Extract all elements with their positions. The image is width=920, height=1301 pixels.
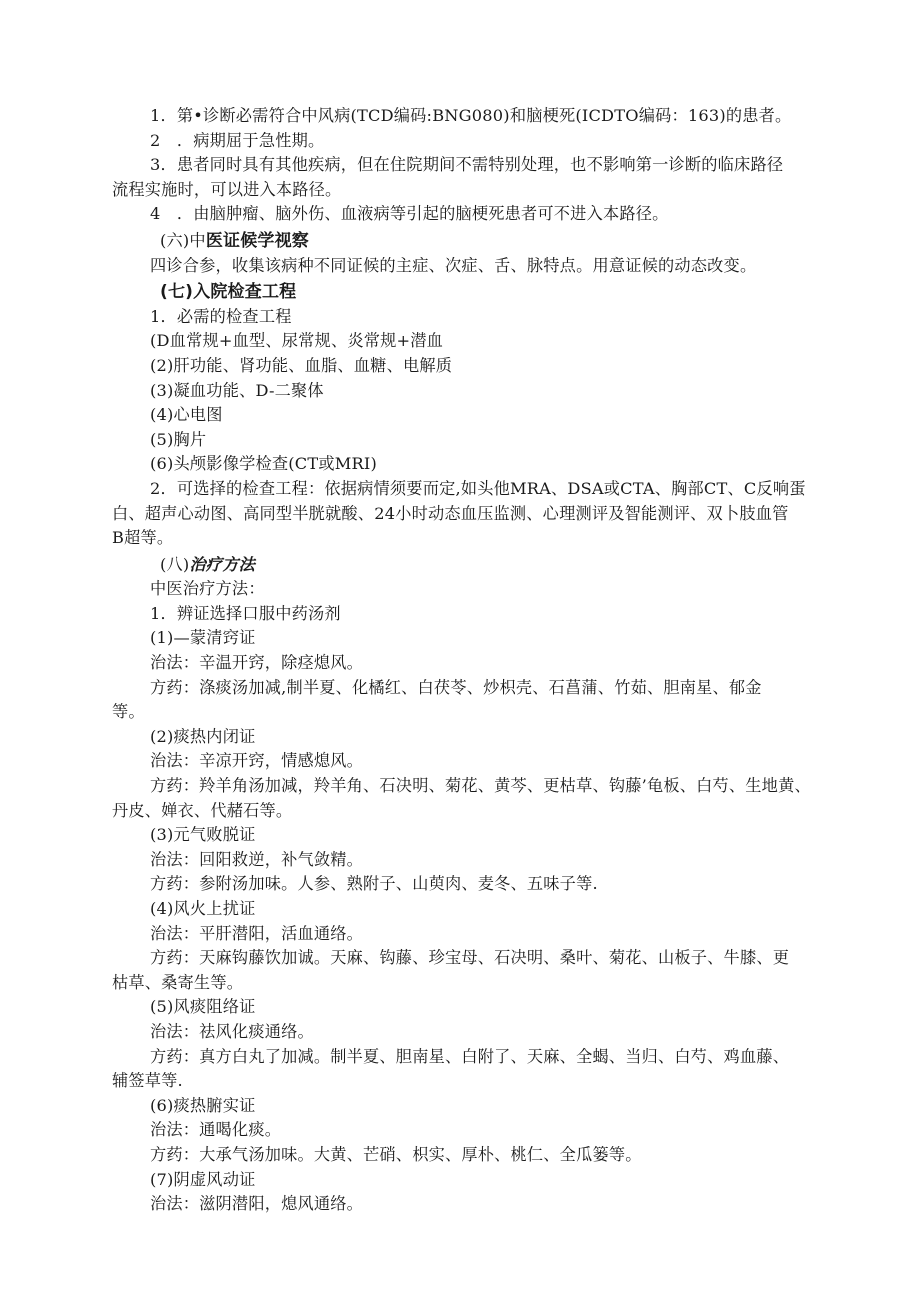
treatment-method: 治法：辛温开窍，除痉熄风。 — [150, 653, 364, 673]
syndrome-title: (3)元气败脱证 — [150, 825, 256, 845]
prescription: 辅签草等. — [112, 1071, 183, 1091]
prescription: 方药：天麻钩藤饮加诚。天麻、钩藤、珍宝母、石决明、桑叶、菊花、山板子、牛膝、更 — [150, 948, 790, 968]
treatment-method: 治法：滋阴潜阳，熄风通络。 — [150, 1194, 364, 1214]
text-line: 4 ．由脑肿瘤、脑外伤、血液病等引起的脑梗死患者可不进入本路径。 — [150, 204, 669, 224]
heading-title: 治疗方法 — [189, 554, 255, 574]
text-line: B超等。 — [112, 528, 174, 548]
text-line: (4)心电图 — [150, 405, 223, 425]
prescription: 方药：涤痰汤加减,制半夏、化橘红、白茯苓、炒枳壳、石菖蒲、竹茹、胆南星、郁金 — [150, 677, 762, 697]
heading-prefix: (八) — [160, 554, 190, 574]
text-line: 四诊合参，收集该病种不同证候的主症、次症、舌、脉特点。用意证候的动态改变。 — [150, 255, 757, 275]
section-heading-6 — [112, 229, 824, 254]
prescription: 方药：羚羊角汤加减，羚羊角、石决明、菊花、黄芩、更枯草、钩藤’龟板、白芍、生地黄、 — [150, 776, 811, 796]
syndrome-title: (2)痰热内闭证 — [150, 726, 256, 746]
treatment-method: 治法：平肝潜阳，活血通络。 — [150, 923, 364, 943]
treatment-method: 治法：通喝化痰。 — [150, 1120, 282, 1140]
heading-prefix: (六)中 — [160, 230, 206, 250]
prescription: 方药：大承气汤加味。大黄、芒硝、枳实、厚朴、桃仁、全瓜篓等。 — [150, 1144, 642, 1164]
prescription: 等。 — [112, 702, 145, 722]
text-line: (D血常规+血型、尿常规、炎常规+潜血 — [150, 331, 444, 351]
syndrome-title: (1)—蒙清窍证 — [150, 628, 256, 648]
syndrome-title: (5)风痰阻络证 — [150, 997, 256, 1017]
text-line: (5)胸片 — [150, 429, 207, 449]
text-line: (2)肝功能、肾功能、血脂、血糖、电解质 — [150, 355, 453, 375]
syndrome-title: (6)痰热腑实证 — [150, 1095, 256, 1115]
section-heading-8 — [112, 553, 824, 578]
text-line: 2 ．病期屈于急性期。 — [150, 130, 325, 150]
prescription: 方药：真方白丸了加减。制半夏、胆南星、白附了、天麻、全蝎、当归、白芍、鸡血藤、 — [150, 1046, 790, 1066]
text-line: 1．第•诊断必需符合中风病(TCD编码:BNG080)和脑梗死(ICDTO编码：163)的患者。 — [150, 106, 792, 125]
treatment-method: 治法：回阳救逆，补气敛精。 — [150, 849, 364, 869]
prescription: 枯草、桑寄生等。 — [112, 972, 244, 992]
text-line: (6)头颅影像学检查(CT或MRI) — [150, 454, 377, 474]
text-line: 1．辨证选择口服中药汤剂 — [150, 603, 341, 623]
text-line: 白、超声心动图、高同型半胱就酸、24小时动态血压监测、心理测评及智能测评、双卜肢血管 — [112, 503, 789, 523]
prescription: 丹皮、婵衣、代赭石等。 — [112, 800, 293, 820]
treatment-method: 治法：辛凉开窍，情感熄风。 — [150, 751, 364, 771]
heading-title: 医证候学视察 — [205, 230, 310, 251]
text-line: 3．患者同时具有其他疾病，但在住院期间不需特别处理，也不影响第一诊断的临床路径 — [150, 155, 784, 175]
document-page — [112, 104, 824, 1217]
syndrome-title: (4)风火上扰证 — [150, 899, 256, 918]
text-line: 流程实施时，可以进入本路径。 — [112, 179, 342, 199]
treatment-method: 治法：祛风化痰通络。 — [150, 1021, 314, 1041]
text-line: 2．可选择的检查工程：依据病情须要而定,如头他MRA、DSA或CTA、胸部CT、C反响蛋 — [150, 478, 806, 498]
text-line: 1．必需的检查工程 — [150, 306, 292, 326]
section-heading-7: (七)入院检查工程 — [160, 282, 297, 303]
syndrome-title: (7)阴虚风动证 — [150, 1169, 256, 1189]
prescription: 方药：参附汤加味。人参、熟附子、山萸肉、麦冬、五味子等. — [150, 874, 598, 894]
text-line: 中医治疗方法： — [150, 579, 265, 599]
text-line: (3)凝血功能、D-二聚体 — [150, 380, 324, 400]
